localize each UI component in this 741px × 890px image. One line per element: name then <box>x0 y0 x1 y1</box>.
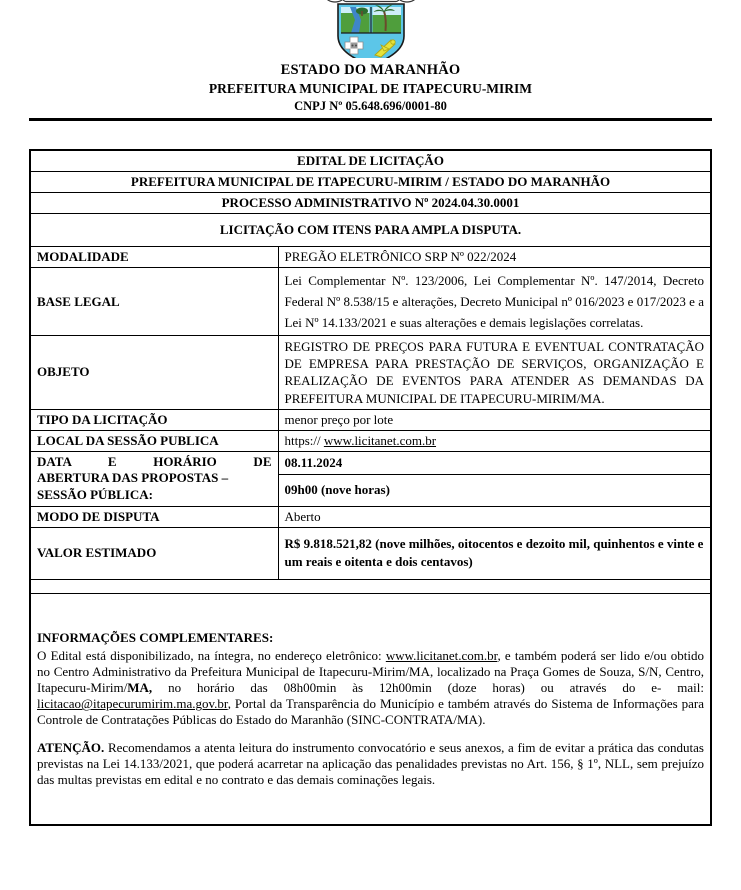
edital-title: EDITAL DE LICITAÇÃO <box>30 150 711 172</box>
table-row-tipo <box>30 409 711 430</box>
table-row-data-abertura <box>30 451 711 474</box>
header-state: ESTADO DO MARANHÃO <box>280 62 461 78</box>
table-row-local-sessao <box>30 430 711 451</box>
url-prefix: https:// <box>284 432 324 448</box>
attention-paragraph <box>37 740 704 788</box>
table-row-valor-estimado <box>30 527 711 579</box>
row-label-objeto: OBJETO <box>30 336 278 410</box>
spacer-row <box>30 579 711 593</box>
info-paragraph <box>37 648 704 729</box>
title-row-ampla-disputa <box>30 214 711 247</box>
info-text-3: no horário das 08h00min às 12h00min (doze horas) ou através do e- mail: <box>152 680 704 696</box>
row-label-modalidade: MODALIDADE <box>30 247 278 268</box>
row-label-local-sessao: LOCAL DA SESSÃO PUBLICA <box>30 430 278 451</box>
shield <box>338 4 404 58</box>
row-label-modo-disputa: MODO DE DISPUTA <box>30 506 278 527</box>
row-value-objeto: REGISTRO DE PREÇOS PARA FUTURA E EVENTUAL CONTRATAÇÃO DE EMPRESA PARA PRESTAÇÃO DE SERVIÇOS, ORGANIZAÇÃO E REALIZAÇÃO DE EVENTOS PARA ATENDER AS DEMANDAS DA PREFEITURA MUNICIPAL DE ITAPECURU-MIRIM/MA. <box>278 336 711 410</box>
row-value-valor-estimado: R$ 9.818.521,82 (nove milhões, oitocentos e dezoito mil, quinhentos e vinte e um reais e oitenta e dois centavos) <box>278 527 711 579</box>
row-value-horario: 09h00 (nove horas) <box>278 474 711 506</box>
row-label-base-legal: BASE LEGAL <box>30 268 278 336</box>
header-rule <box>29 118 712 121</box>
label-line-3: SESSÃO PÚBLICA: <box>37 487 153 503</box>
header-cnpj: CNPJ Nº 05.648.696/0001-80 <box>294 99 447 113</box>
row-value-modalidade: PREGÃO ELETRÔNICO SRP Nº 022/2024 <box>278 247 711 268</box>
title-row-prefeitura <box>30 172 711 193</box>
table-row-modalidade <box>30 247 711 268</box>
licitanet-inline-link[interactable]: www.licitanet.com.br <box>385 647 498 663</box>
table-row-objeto <box>30 336 711 410</box>
info-box-row <box>30 593 711 825</box>
attention-text: Recomendamos a atenta leitura do instrumento convocatório e seus anexos, a fim de evitar a prática das condutas previstas na Lei 14.133/2021, que poderá acarretar na aplicação das penalidades previstas no Art. 156, § 1º, NLL, sem prejuízo das multas previstas em edital e no contrato e das demais cominações legais. <box>37 739 704 787</box>
row-label-data-horario <box>30 451 278 506</box>
ampla-disputa-note: LICITAÇÃO COM ITENS PARA AMPLA DISPUTA. <box>30 214 711 247</box>
coat-of-arms-image <box>317 0 425 58</box>
row-value-modo-disputa: Aberto <box>278 506 711 527</box>
row-value-local-sessao <box>278 430 711 451</box>
info-text-4: , Portal da Transparência do Município e também através do Sistema de Informações para Controle de Contratações Públicas do Estado do Maranhão (SINC-CONTRATA/MA). <box>37 696 704 728</box>
email-link[interactable]: licitacao@itapecurumirim.ma.gov.br <box>37 696 228 712</box>
label-line-1: DATA E HORÁRIO DE <box>37 453 272 469</box>
row-label-tipo: TIPO DA LICITAÇÃO <box>30 409 278 430</box>
title-row-edital <box>30 150 711 172</box>
info-text-bold-ma: MA, <box>127 680 153 696</box>
document-header <box>29 0 712 121</box>
spacer-cell <box>30 579 711 593</box>
title-row-processo <box>30 193 711 214</box>
licitanet-link[interactable]: www.licitanet.com.br <box>323 432 437 448</box>
info-heading: INFORMAÇÕES COMPLEMENTARES: <box>37 629 274 645</box>
info-box <box>30 593 711 825</box>
row-label-valor-estimado: VALOR ESTIMADO <box>30 527 278 579</box>
edital-subtitle: PREFEITURA MUNICIPAL DE ITAPECURU-MIRIM / ESTADO DO MARANHÃO <box>30 172 711 193</box>
coat-of-arms <box>29 0 712 58</box>
info-text-2: , e também poderá ser lido e/ou obtido no Centro Administrativo da Prefeitura Municipal de Itapecuru-Mirim/MA, localizado na Praça Gomes de Souza, S/N, Centro, Itapecuru-Mirim/ <box>37 647 704 696</box>
label-line-2: ABERTURA DAS PROPOSTAS – <box>37 470 229 486</box>
banner-scroll <box>326 0 416 2</box>
row-value-base-legal: Lei Complementar Nº. 123/2006, Lei Complementar Nº. 147/2014, Decreto Federal Nº 8.538/15 e alterações, Decreto Municipal nº 016/2023 e 017/2023 e a Lei Nº 14.133/2021 e suas alterações e demais legislações correlatas. <box>278 268 711 336</box>
header-municipality: PREFEITURA MUNICIPAL DE ITAPECURU-MIRIM <box>208 81 533 96</box>
row-value-data: 08.11.2024 <box>278 451 711 474</box>
attention-label: ATENÇÃO. <box>37 739 105 755</box>
edital-table <box>29 149 712 826</box>
row-value-tipo: menor preço por lote <box>278 409 711 430</box>
table-row-modo-disputa <box>30 506 711 527</box>
table-row-base-legal <box>30 268 711 336</box>
info-text-1: O Edital está disponibilizado, na íntegra, no endereço eletrônico: <box>37 647 386 663</box>
processo-number: PROCESSO ADMINISTRATIVO Nº 2024.04.30.0001 <box>30 193 711 214</box>
